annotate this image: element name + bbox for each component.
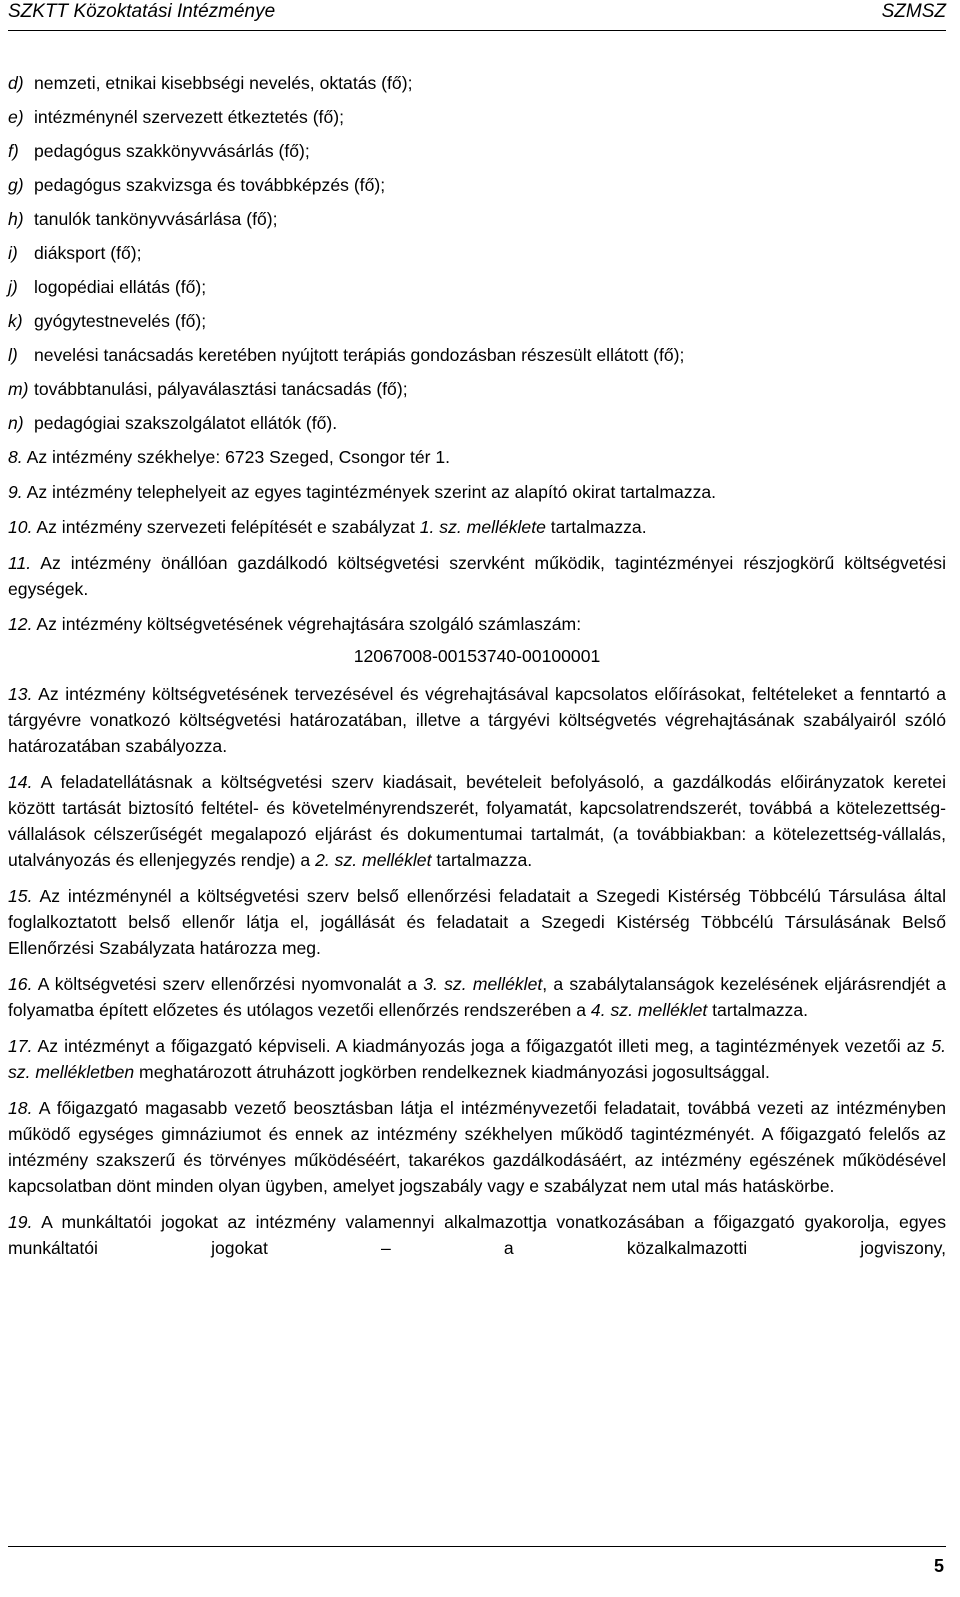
- list-item: [8, 240, 946, 274]
- annex-reference: 2. sz. melléklet: [315, 850, 432, 870]
- header-document-code: SZMSZ: [881, 1, 946, 22]
- paragraph-19: [8, 1209, 946, 1261]
- header-institution-name: SZKTT Közoktatási Intézménye: [8, 1, 276, 22]
- list-marker: j): [8, 277, 18, 297]
- list-text: tanulók tankönyvvásárlása (fő);: [34, 209, 278, 229]
- list-item: [8, 342, 946, 376]
- list-text: pedagógiai szakszolgálatot ellátók (fő).: [34, 413, 338, 433]
- paragraph-number: 13.: [8, 684, 33, 704]
- list-item: [8, 376, 946, 410]
- paragraph-number: 14.: [8, 772, 33, 792]
- paragraph-number: 17.: [8, 1036, 33, 1056]
- list-marker: k): [8, 311, 23, 331]
- paragraph-17: [8, 1033, 946, 1085]
- paragraph-10: [8, 514, 946, 549]
- paragraph-18: [8, 1095, 946, 1199]
- paragraph-text: Az intézmény költségvetésének tervezésével és végrehajtásával kapcsolatos előírásokat, feltételeket a fenntartó a tárgyévre vonatkozó költségvetési határozatában, illetve a tárgyévi költségvetés végrehajtásának szabályairól szóló határozatában szabályozza.: [8, 684, 946, 756]
- list-text: diáksport (fő);: [34, 243, 142, 263]
- list-marker: e): [8, 107, 24, 127]
- paragraph-text: Az intézménynél a költségvetési szerv belső ellenőrzési feladatait a Szegedi Kistérség Többcélú Társulása által foglalkoztatott belső ellenőr látja el, jogállását és feladatait a Szegedi Kistérség Többcélú Társulásának Belső Ellenőrzési Szabályzata határozza meg.: [8, 886, 946, 958]
- page-footer: [8, 1546, 946, 1576]
- footer-rule: [8, 1546, 946, 1547]
- paragraph-number: 12.: [8, 614, 33, 634]
- list-item: [8, 206, 946, 240]
- list-item: [8, 274, 946, 308]
- page-header: [8, 0, 946, 26]
- list-item: [8, 172, 946, 206]
- paragraph-16: [8, 971, 946, 1023]
- bank-account-number: 12067008-00153740-00100001: [353, 646, 601, 666]
- list-marker: i): [8, 243, 18, 263]
- list-marker: g): [8, 175, 24, 195]
- paragraph-14: [8, 769, 946, 873]
- annex-reference: 1. sz. melléklete: [419, 517, 546, 537]
- paragraph-text: Az intézmény önállóan gazdálkodó költségvetési szervként működik, tagintézményei részjogkörű költségvetési egységek.: [8, 553, 946, 599]
- annex-reference: 3. sz. melléklet: [423, 974, 543, 994]
- list-item: [8, 410, 946, 444]
- list-text: intézménynél szervezett étkeztetés (fő);: [34, 107, 344, 127]
- list-item: [8, 104, 946, 138]
- list-text: továbbtanulási, pályaválasztási tanácsadás (fő);: [34, 379, 408, 399]
- list-marker: l): [8, 345, 18, 365]
- paragraph-number: 11.: [8, 553, 32, 573]
- paragraph-number: 19.: [8, 1212, 33, 1232]
- paragraph-text: tartalmazza.: [550, 517, 647, 537]
- paragraph-text: A költségvetési szerv ellenőrzési nyomvonalát a: [37, 974, 417, 994]
- paragraph-9: [8, 479, 946, 514]
- paragraph-number: 8.: [8, 447, 23, 467]
- list-item: [8, 70, 946, 104]
- list-text: nemzeti, etnikai kisebbségi nevelés, oktatás (fő);: [34, 73, 413, 93]
- list-item: [8, 308, 946, 342]
- list-marker: n): [8, 413, 24, 433]
- annex-reference: 4. sz. melléklet: [590, 1000, 708, 1020]
- list-text: gyógytestnevelés (fő);: [34, 311, 207, 331]
- list-marker: m): [8, 379, 29, 399]
- list-text: pedagógus szakvizsga és továbbképzés (fő);: [34, 175, 386, 195]
- paragraph-text: A munkáltatói jogokat az intézmény valamennyi alkalmazottja vonatkozásában a főigazgató gyakorolja, egyes munkáltatói jogokat – a közalkalmazotti jogviszony,: [8, 1212, 946, 1258]
- paragraph-text: tartalmazza.: [436, 850, 533, 870]
- paragraph-number: 18.: [8, 1098, 33, 1118]
- list-marker: f): [8, 141, 19, 161]
- paragraph-number: 15.: [8, 886, 33, 906]
- list-marker: d): [8, 73, 24, 93]
- annex-reference: 5. sz. mellékletben: [8, 1036, 946, 1082]
- paragraph-number: 9.: [8, 482, 23, 502]
- paragraph-text: Az intézmény telephelyeit az egyes tagintézmények szerint az alapító okirat tartalmazza.: [26, 482, 717, 502]
- list-text: logopédiai ellátás (fő);: [34, 277, 207, 297]
- paragraph-text: Az intézmény székhelye: 6723 Szeged, Csongor tér 1.: [26, 447, 451, 467]
- paragraph-15: [8, 883, 946, 961]
- page-number: 5: [933, 1556, 944, 1576]
- paragraph-text: Az intézmény költségvetésének végrehajtására szolgáló számlaszám:: [36, 614, 582, 634]
- paragraph-13: [8, 681, 946, 759]
- paragraph-number: 10.: [8, 517, 33, 537]
- paragraph-12: [8, 611, 946, 643]
- header-rule: [8, 30, 946, 31]
- paragraph-11: [8, 550, 946, 602]
- list-text: pedagógus szakkönyvvásárlás (fő);: [34, 141, 310, 161]
- paragraph-text: A feladatellátásnak a költségvetési szerv kiadásait, bevételeit befolyásoló, a gazdálkodás előirányzatok keretei között tartását biztosító feltétel- és követelményrendszerét, folyamatát, kapcsolatrendszerét, továbbá a kötelezettség-vállalások célszerűségét megalapozó eljárást és dokumentumai tartalmát, (a továbbiakban: a kötelezettség-vállalás, utalványozás és ellenjegyzés rendje) a: [8, 772, 946, 870]
- list-item: [8, 138, 946, 172]
- paragraph-text: , a szabálytalanságok kezelésének eljárásrendjét a folyamatba épített előzetes és utólagos vezetői ellenőrzés rendszerében a: [8, 974, 947, 1020]
- paragraph-text: Az intézmény szervezeti felépítését e szabályzat: [36, 517, 415, 537]
- paragraph-text: meghatározott átruházott jogkörben rendelkeznek kiadmányozási jogosultsággal.: [139, 1062, 770, 1082]
- paragraph-8: [8, 444, 946, 479]
- document-body: [8, 70, 946, 1261]
- paragraph-text: Az intézményt a főigazgató képviseli. A kiadmányozás joga a főigazgatót illeti meg, a tagintézmények vezetői az: [37, 1036, 926, 1056]
- list-text: nevelési tanácsadás keretében nyújtott terápiás gondozásban részesült ellátott (fő);: [34, 345, 685, 365]
- paragraph-number: 16.: [8, 974, 33, 994]
- paragraph-text: A főigazgató magasabb vezető beosztásban látja el intézményvezetői feladatait, továbbá vezeti az intézményben működő egységes gimnáziumot és ennek az intézmény székhelyen működő tagintézményét. A főigazgató felelős az intézmény szakszerű és törvényes működéséért, takarékos gazdálkodásáért, az intézmény egészének működésével kapcsolatban dönt minden olyan ügyben, amelyet jogszabály vagy e szabályzat nem utal más hatáskörbe.: [8, 1098, 946, 1196]
- list-marker: h): [8, 209, 24, 229]
- paragraph-text: tartalmazza.: [712, 1000, 808, 1020]
